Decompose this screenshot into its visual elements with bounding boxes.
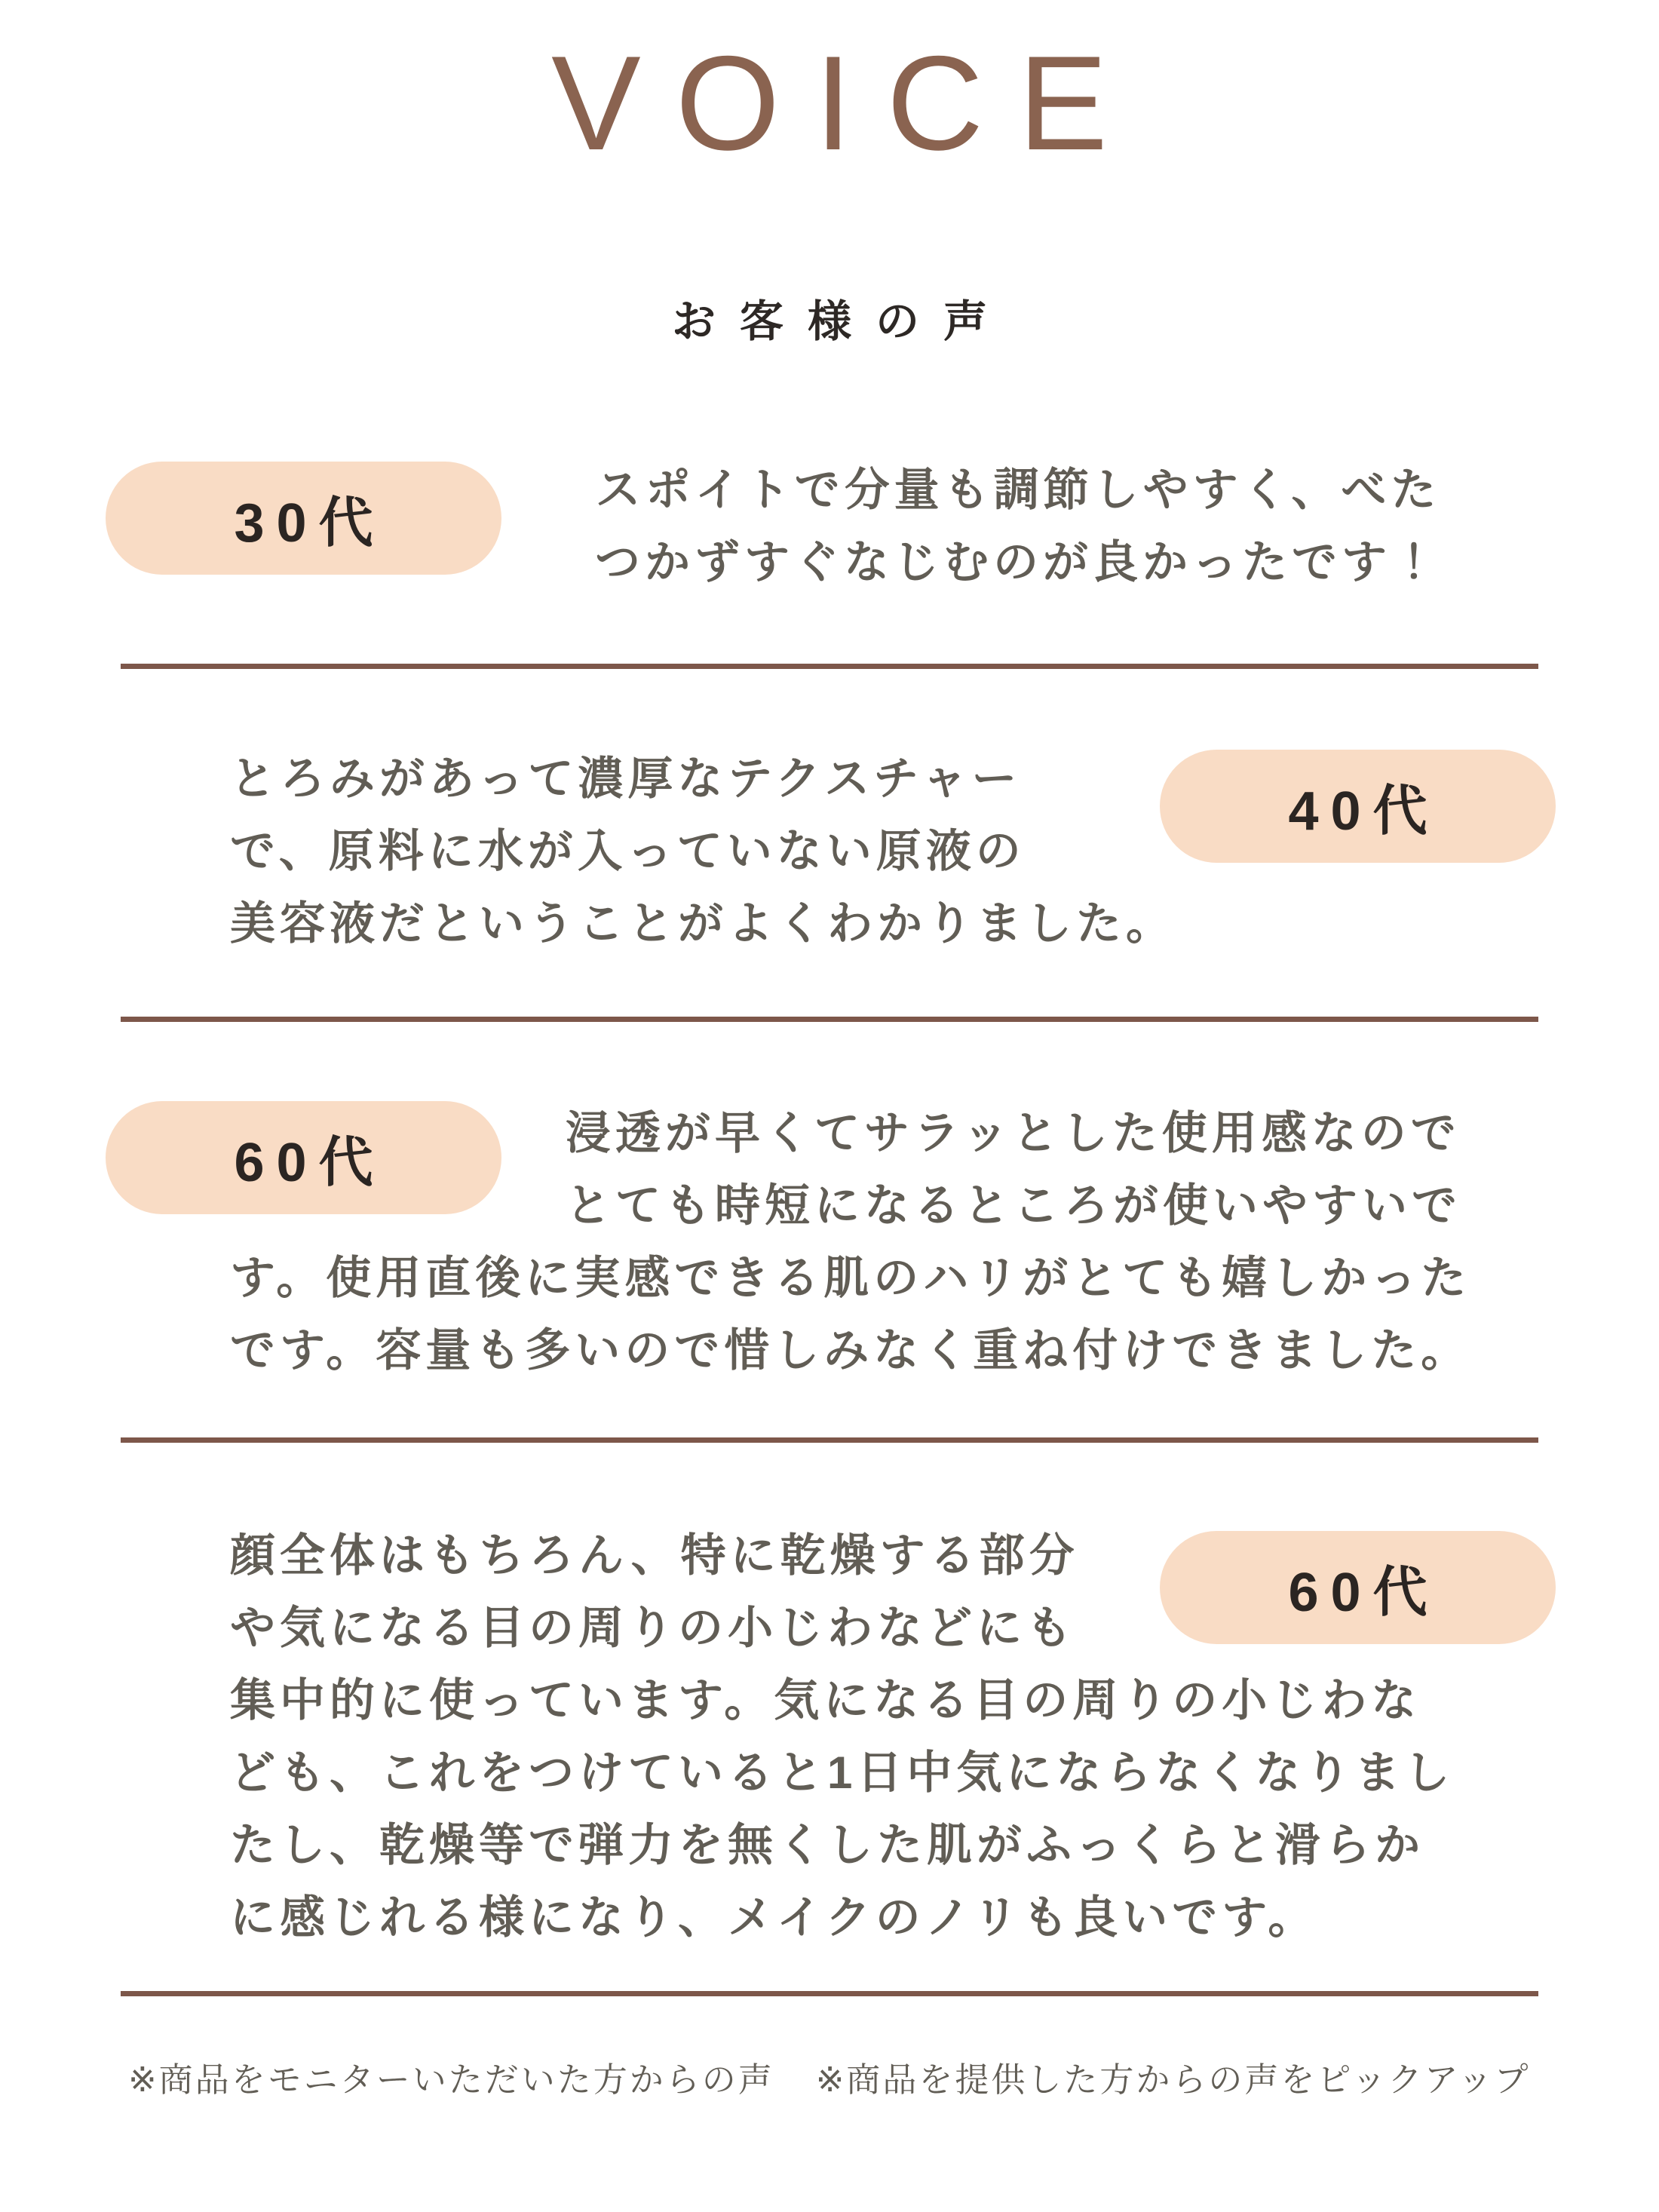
review-line: で、原料に水が入っていない原液の xyxy=(230,826,1026,876)
review-4-text-full-width xyxy=(230,1664,1454,1954)
review-2-text xyxy=(230,743,1176,960)
review-line: 美容液だということがよくわかりました。 xyxy=(230,898,1176,949)
age-badge-40s: 40代 xyxy=(1160,750,1556,863)
review-line: とても時短になるところが使いやすいで xyxy=(566,1180,1461,1231)
review-line: 集中的に使っています。気になる目の周りの小じわな xyxy=(230,1675,1421,1726)
review-3-text-beside-badge xyxy=(566,1097,1461,1242)
review-line: す。使用直後に実感できる肌のハリがとても嬉しかった xyxy=(230,1253,1471,1303)
divider-3 xyxy=(121,1437,1538,1443)
page-title: VOICE xyxy=(551,28,1142,178)
review-line: たし、乾燥等で弾力を無くした肌がふっくらと滑らか xyxy=(230,1820,1424,1870)
footnotes xyxy=(128,2057,1530,2103)
review-line: つかずすぐなじむのが良かったです！ xyxy=(595,537,1441,588)
review-line: 顔全体はもちろん、特に乾燥する部分 xyxy=(230,1530,1079,1581)
review-line: 浸透が早くてサラッとした使用感なので xyxy=(566,1108,1461,1158)
divider-1 xyxy=(121,664,1538,669)
review-1-text xyxy=(528,454,1508,599)
footnote-monitor: ※商品をモニターいただいた方からの声 xyxy=(128,2060,774,2099)
age-badge-30s: 30代 xyxy=(106,462,501,575)
divider-2 xyxy=(121,1017,1538,1022)
footnote-pickup: ※商品を提供した方からの声をピックアップ xyxy=(815,2060,1531,2099)
review-line: ども、これをつけていると1日中気にならなくなりまし xyxy=(230,1747,1455,1798)
page-subtitle: お客様の声 xyxy=(671,297,1011,346)
review-line: に感じれる様になり、メイクのノリも良いです。 xyxy=(230,1892,1318,1943)
review-line: スポイトで分量も調節しやすく、べた xyxy=(595,465,1441,515)
review-line: や気になる目の周りの小じわなどにも xyxy=(230,1603,1076,1653)
review-line: とろみがあって濃厚なテクスチャー xyxy=(230,753,1022,804)
age-badge-60s-b: 60代 xyxy=(1160,1531,1556,1644)
review-3-text-full-width xyxy=(230,1242,1470,1387)
review-4-text-beside-badge xyxy=(230,1520,1079,1664)
review-line: です。容量も多いので惜しみなく重ね付けできました。 xyxy=(230,1325,1471,1376)
divider-4 xyxy=(121,1991,1538,1996)
age-badge-60s-a: 60代 xyxy=(106,1101,501,1214)
